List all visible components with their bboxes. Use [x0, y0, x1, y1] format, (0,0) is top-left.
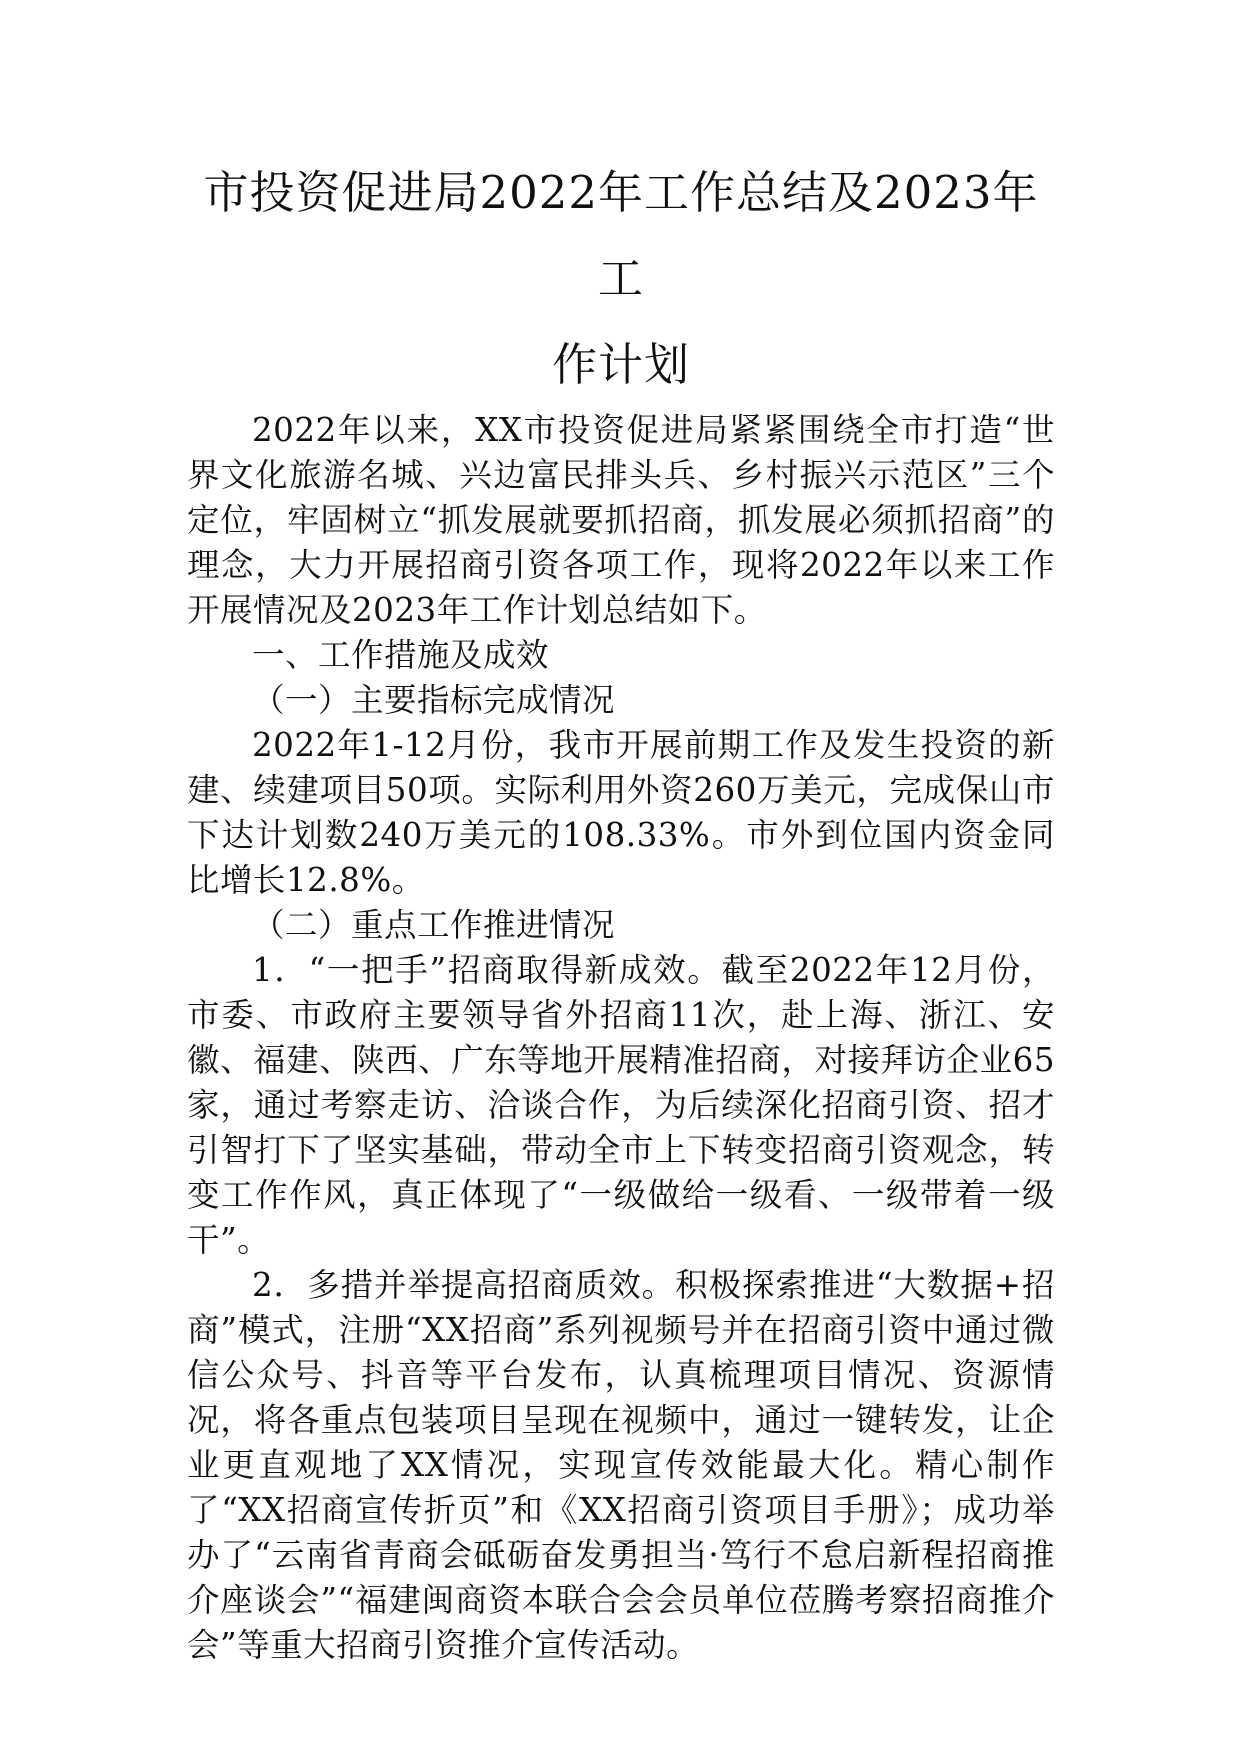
title-line-2: 作计划	[551, 338, 690, 391]
item-2-paragraph: 2．多措并举提高招商质效。积极探索推进“大数据+招商”模式，注册“XX招商”系列视频号并在招商引资中通过微信公众号、抖音等平台发布，认真梳理项目情况、资源情况，将各重点包装项目呈现在视频中，通过一键转发，让企业更直观地了XX情况，实现宣传效能最大化。精心制作了“XX招商宣传折页”和《XX招商引资项目手册》；成功举办了“云南省青商会砥砺奋发勇担当·笃行不怠启新程招商推介座谈会”“福建闽商资本联合会会员单位莅腾考察招商推介会”等重大招商引资推介宣传活动。	[187, 1266, 1055, 1664]
subsection-heading-1: （一）主要指标完成情况	[252, 681, 616, 719]
title-line-1: 市投资促进局2022年工作总结及2023年工	[203, 166, 1039, 305]
subsection-heading-2: （二）重点工作推进情况	[252, 906, 616, 944]
item-1-paragraph: 1．“一把手”招商取得新成效。截至2022年12月份，市委、市政府主要领导省外招商11次，赴上海、浙江、安徽、福建、陕西、广东等地开展精准招商，对接拜访企业65家，通过考察走访、洽谈合作，为后续深化招商引资、招才引智打下了坚实基础，带动全市上下转变招商引资观念，转变工作作风，真正体现了“一级做给一级看、一级带着一级干”。	[187, 951, 1055, 1259]
intro-paragraph: 2022年以来，XX市投资促进局紧紧围绕全市打造“世界文化旅游名城、兴边富民排头兵、乡村振兴示范区”三个定位，牢固树立“抓发展就要抓招商，抓发展必须抓招商”的理念，大力开展招商引资各项工作，现将2022年以来工作开展情况及2023年工作计划总结如下。	[187, 411, 1055, 629]
indicators-paragraph: 2022年1-12月份，我市开展前期工作及发生投资的新建、续建项目50项。实际利用外资260万美元，完成保山市下达计划数240万美元的108.33%。市外到位国内资金同比增长12.8%。	[187, 726, 1055, 899]
document-body	[187, 408, 1055, 1668]
document-page	[187, 150, 1055, 1668]
section-heading-1: 一、工作措施及成效	[252, 636, 550, 674]
document-title	[187, 150, 1055, 408]
